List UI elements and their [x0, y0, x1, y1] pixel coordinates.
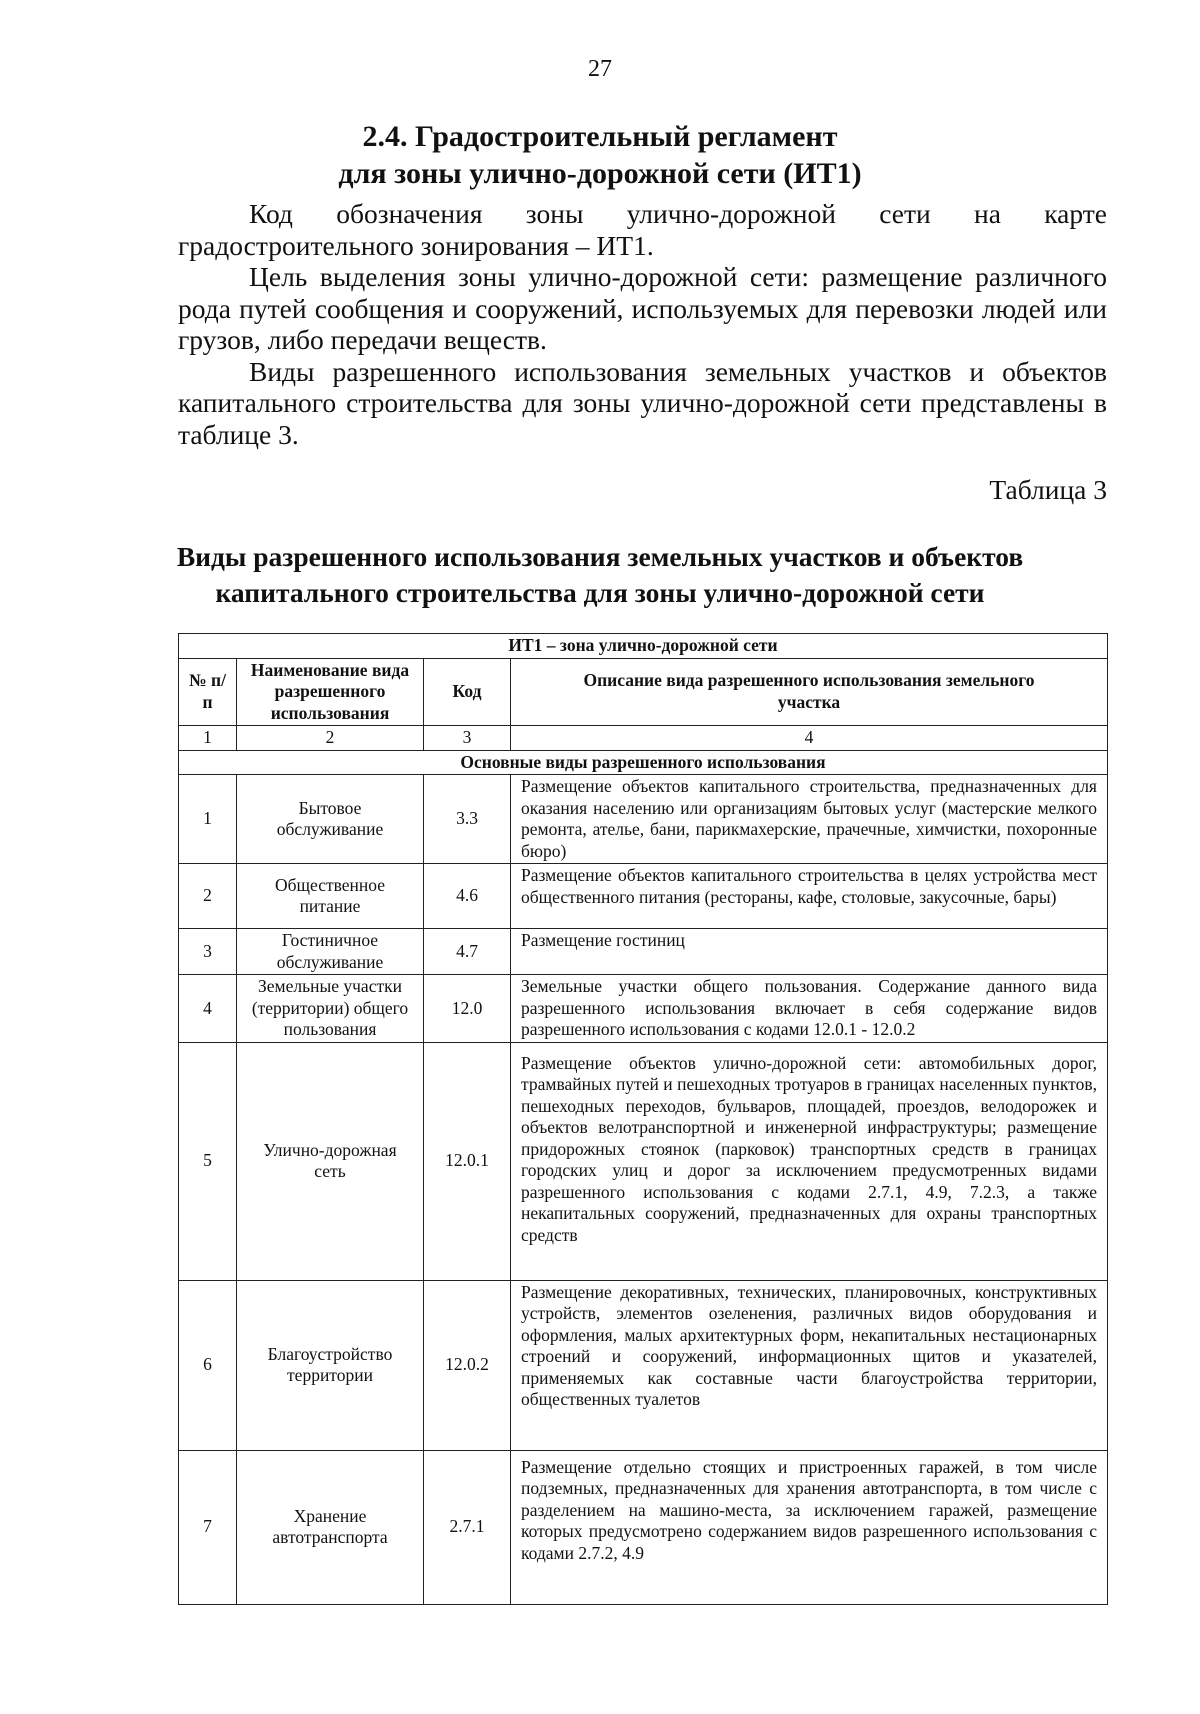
row-num: 7 — [179, 1450, 237, 1604]
zone-header-row — [179, 634, 1108, 659]
table-row — [179, 775, 1108, 864]
row-code: 12.0.2 — [424, 1280, 511, 1450]
table-title — [0, 539, 1200, 611]
row-name: Улично-дорожная сеть — [237, 1042, 424, 1280]
row-name: Хранение автотранспорта — [237, 1450, 424, 1604]
row-num: 6 — [179, 1280, 237, 1450]
row-name: Благоустройство территории — [237, 1280, 424, 1450]
row-name: Общественное питание — [237, 864, 424, 929]
body-text — [178, 198, 1107, 450]
row-num: 3 — [179, 929, 237, 975]
table-title-line2: капитального строительства для зоны улично-дорожной сети — [215, 577, 985, 608]
section-row — [179, 750, 1108, 775]
column-number: 2 — [237, 726, 424, 751]
row-num: 2 — [179, 864, 237, 929]
section-heading-line1: 2.4. Градостроительный регламент — [362, 120, 838, 153]
section-label: Основные виды разрешенного использования — [179, 750, 1108, 775]
header-name: Наименование вида разрешенного использования — [237, 658, 424, 726]
row-code: 3.3 — [424, 775, 511, 864]
row-code: 4.6 — [424, 864, 511, 929]
row-code: 2.7.1 — [424, 1450, 511, 1604]
row-name: Гостиничное обслуживание — [237, 929, 424, 975]
section-heading-line2: для зоны улично-дорожной сети (ИТ1) — [338, 157, 862, 190]
column-header-row — [179, 658, 1108, 726]
table-label: Таблица 3 — [989, 474, 1107, 505]
column-number: 3 — [424, 726, 511, 751]
row-desc: Размещение отдельно стоящих и пристроенных гаражей, в том числе подземных, предназначенных для хранения автотранспорта, в том числе с разделением на машино-места, за исключением гаражей, размещение которых предусмотрено содержанием видов разрешенного использования с кодами 2.7.2, 4.9 — [511, 1450, 1108, 1604]
row-name: Бытовое обслуживание — [237, 775, 424, 864]
row-desc: Размещение объектов капитального строительства в целях устройства мест общественного питания (рестораны, кафе, столовые, закусочные, бары) — [511, 864, 1108, 929]
permitted-use-table — [178, 633, 1108, 1605]
header-code: Код — [424, 658, 511, 726]
section-heading — [0, 118, 1200, 192]
column-number-row — [179, 726, 1108, 751]
table-row — [179, 1280, 1108, 1450]
table-row — [179, 1042, 1108, 1280]
row-desc: Размещение объектов капитального строительства, предназначенных для оказания населению или организациям бытовых услуг (мастерские мелкого ремонта, ателье, бани, парикмахерские, прачечные, химчистки, похоронные бюро) — [511, 775, 1108, 864]
column-number: 1 — [179, 726, 237, 751]
row-num: 5 — [179, 1042, 237, 1280]
row-code: 12.0.1 — [424, 1042, 511, 1280]
row-desc: Размещение гостиниц — [511, 929, 1108, 975]
paragraph-zone-code: Код обозначения зоны улично-дорожной сети на карте градостроительного зонирования – ИТ1. — [178, 198, 1107, 261]
table-row — [179, 929, 1108, 975]
page-number: 27 — [588, 56, 612, 82]
row-code: 4.7 — [424, 929, 511, 975]
zone-header: ИТ1 – зона улично-дорожной сети — [179, 634, 1108, 659]
paragraph-zone-purpose: Цель выделения зоны улично-дорожной сети: размещение различного рода путей сообщения и сооружений, используемых для перевозки людей или грузов, либо передачи веществ. — [178, 261, 1107, 355]
row-desc: Размещение декоративных, технических, планировочных, конструктивных устройств, элементов озеленения, различных видов оборудования и оформления, малых архитектурных форм, некапитальных нестационарных строений и сооружений, информационных щитов и указателей, применяемых как составные части благоустройства территории, общественных туалетов — [511, 1280, 1108, 1450]
table-title-line1: Виды разрешенного использования земельных участков и объектов — [176, 541, 1024, 572]
table-row — [179, 1450, 1108, 1604]
column-number: 4 — [511, 726, 1108, 751]
header-num: № п/п — [179, 658, 237, 726]
row-name: Земельные участки (территории) общего пользования — [237, 975, 424, 1043]
header-desc: Описание вида разрешенного использования земельного участка — [511, 658, 1108, 726]
row-num: 4 — [179, 975, 237, 1043]
row-desc: Размещение объектов улично-дорожной сети: автомобильных дорог, трамвайных путей и пешеходных тротуаров в границах населенных пунктов, пешеходных переходов, бульваров, площадей, проездов, велодорожек и объектов велотранспортной и инженерной инфраструктуры; размещение придорожных стоянок (парковок) транспортных средств в границах городских улиц и дорог за исключением предусмотренных видами разрешенного использования с кодами 2.7.1, 4.9, 7.2.3, а также некапитальных сооружений, предназначенных для охраны транспортных средств — [511, 1042, 1108, 1280]
paragraph-table-reference: Виды разрешенного использования земельных участков и объектов капитального строительства для зоны улично-дорожной сети представлены в таблице 3. — [178, 355, 1107, 450]
row-num: 1 — [179, 775, 237, 864]
row-code: 12.0 — [424, 975, 511, 1043]
table-row — [179, 864, 1108, 929]
row-desc: Земельные участки общего пользования. Содержание данного вида разрешенного использования включает в себя содержание видов разрешенного использования с кодами 12.0.1 - 12.0.2 — [511, 975, 1108, 1043]
table-row — [179, 975, 1108, 1043]
